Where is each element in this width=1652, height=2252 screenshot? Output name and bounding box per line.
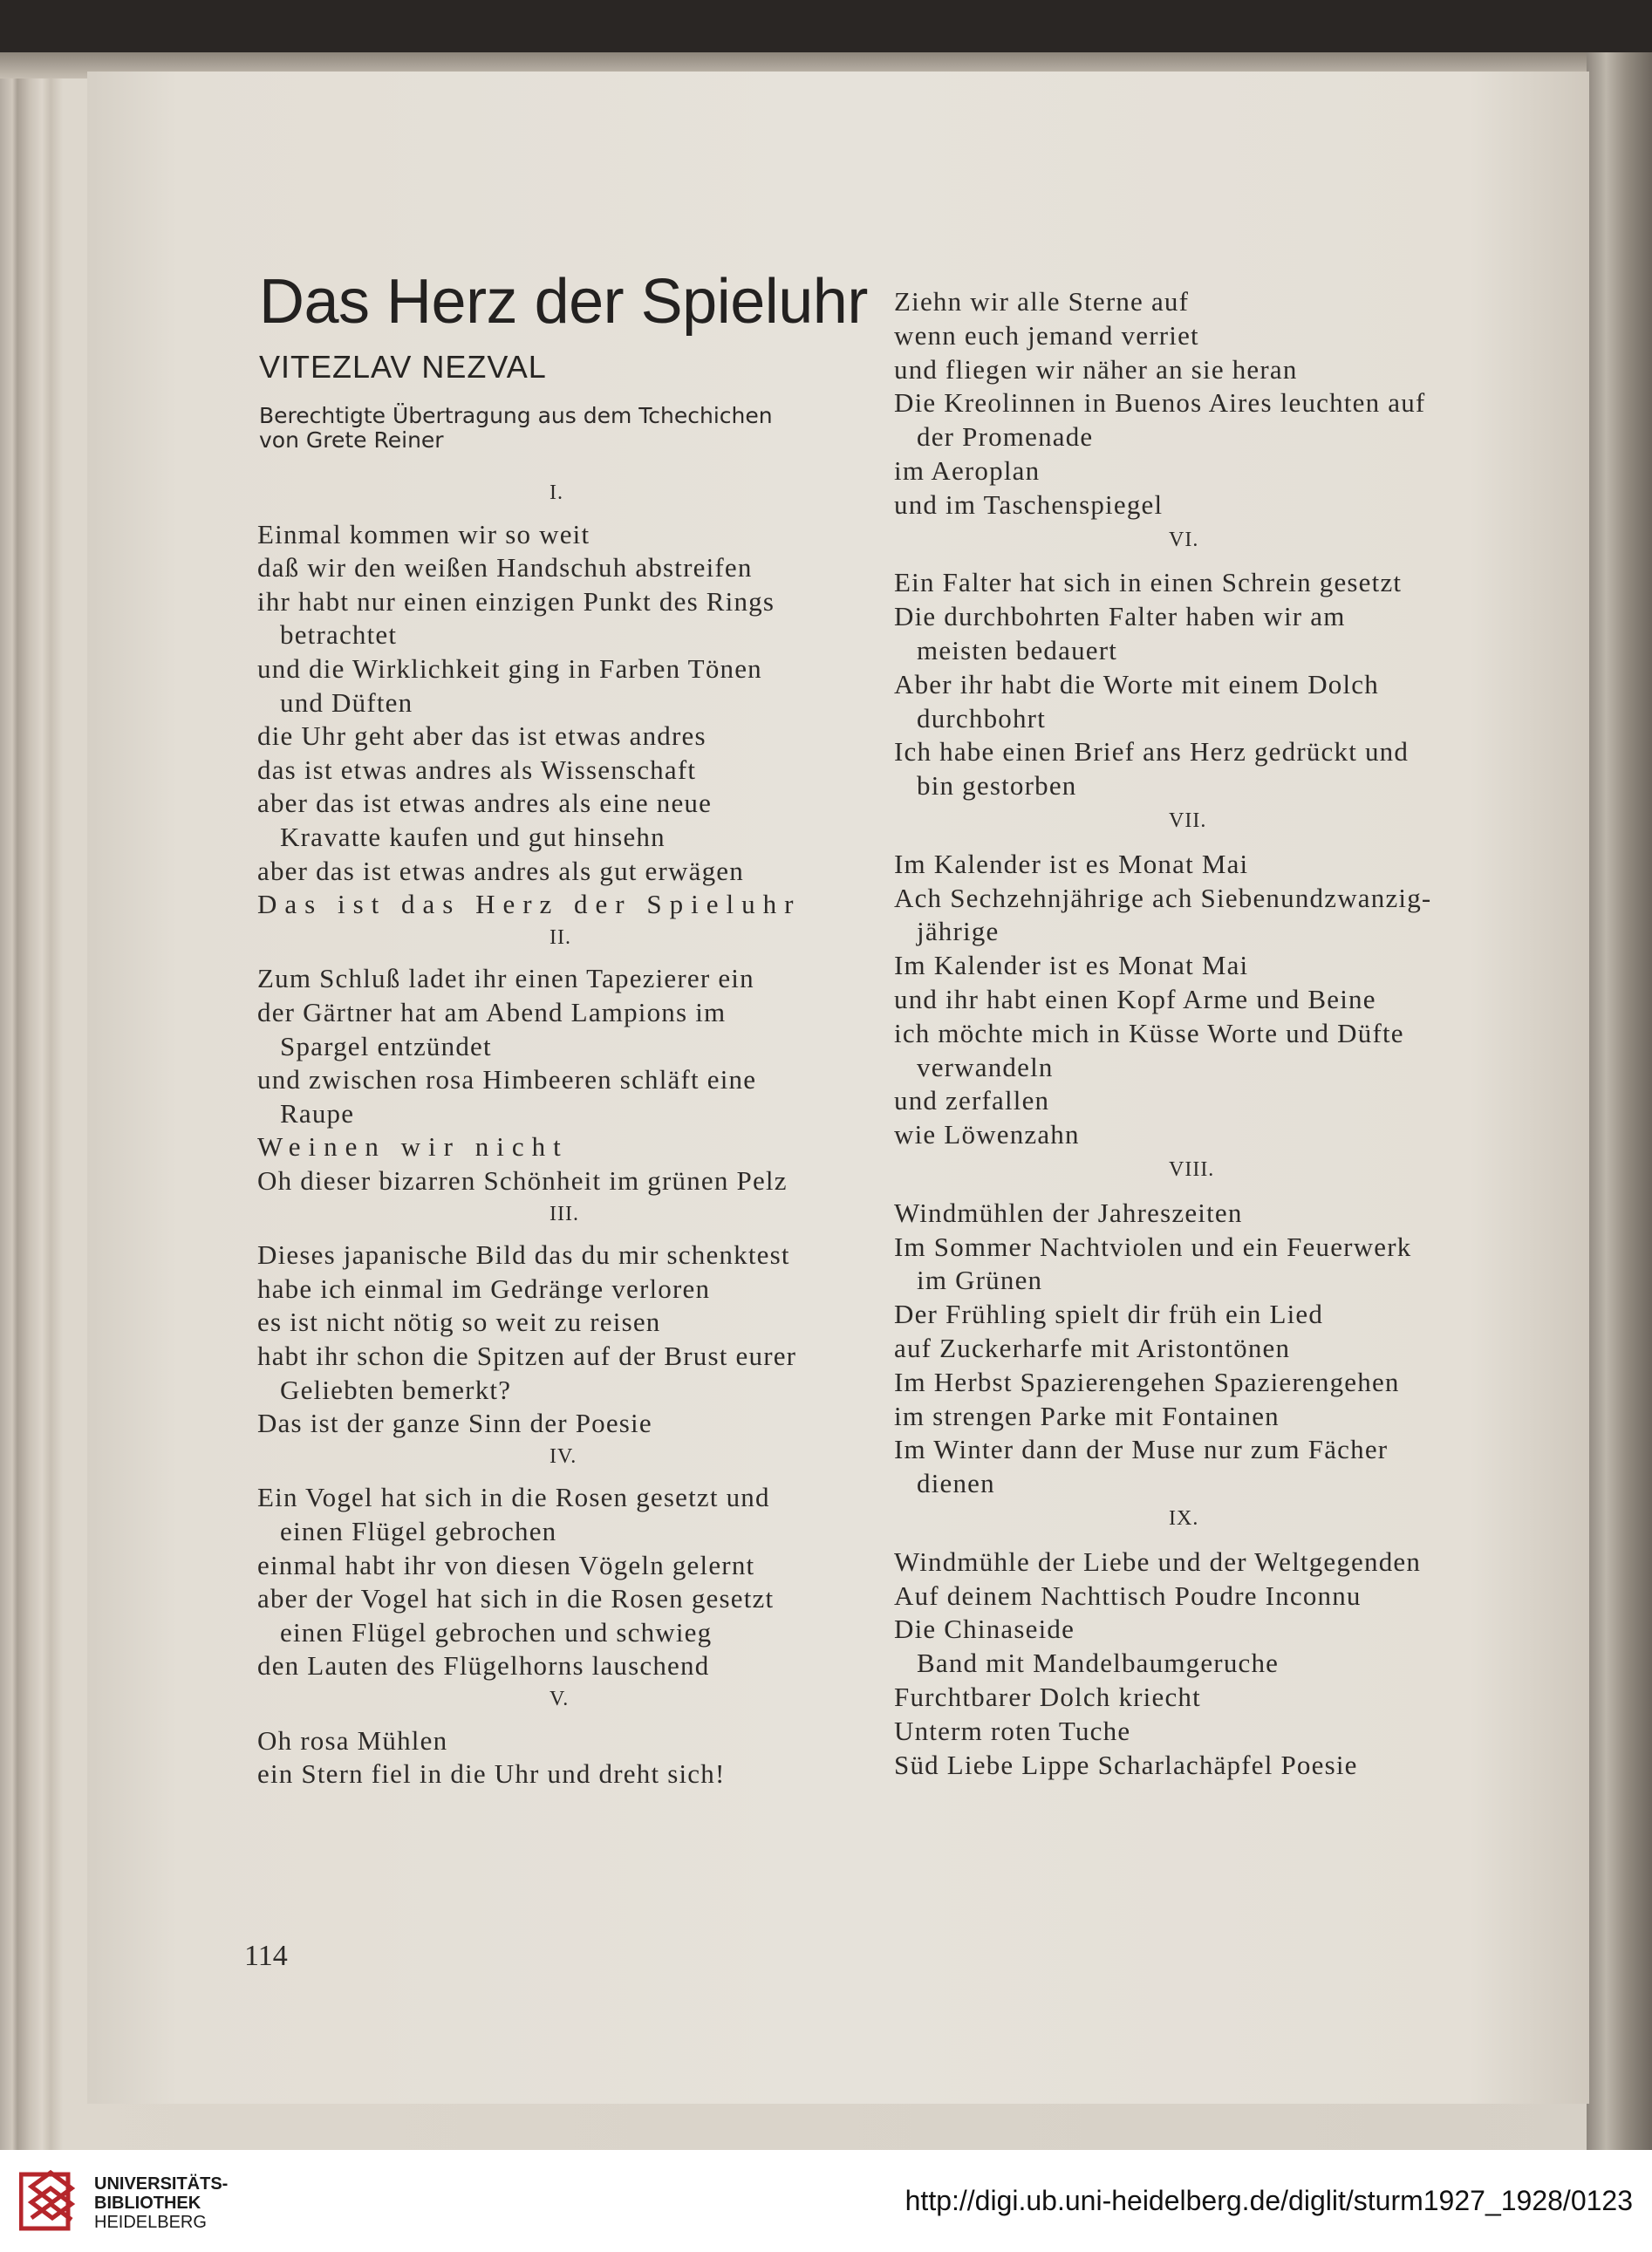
poem-line: Oh rosa Mühlen [257, 1724, 448, 1756]
poem-line: Ich habe einen Brief ans Herz gedrückt und [894, 736, 1410, 768]
translator-name: von Grete Reiner [259, 427, 444, 453]
poem-line: Süd Liebe Lippe Scharlachäpfel Poesie [894, 1749, 1358, 1780]
poem-line: Ein Falter hat sich in einen Schrein gesetzt [894, 567, 1403, 598]
section-numeral: I. [550, 481, 563, 504]
section-numeral: VI. [1169, 528, 1199, 551]
poem-line: aber das ist etwas andres als eine neue [257, 788, 713, 819]
poem-line: aber der Vogel hat sich in die Rosen gesetzt [257, 1583, 775, 1614]
poem-line: ein Stern fiel in die Uhr und dreht sich! [257, 1758, 726, 1790]
poem-line: Im Winter dann der Muse nur zum Fächer [894, 1434, 1389, 1465]
poem-line: auf Zuckerharfe mit Aristontönen [894, 1333, 1291, 1363]
poem-line: Windmühle der Liebe und der Weltgegenden [894, 1546, 1422, 1577]
poem-line: Ach Sechzehnjährige ach Siebenundzwanzig- [894, 882, 1432, 913]
poem-line: Zum Schluß ladet ihr einen Tapezierer ein [257, 963, 754, 994]
poem-line-continuation: verwandeln [917, 1051, 1054, 1082]
poem-author: VITEZLAV NEZVAL [259, 349, 547, 385]
poem-line: im Aeroplan [894, 455, 1041, 486]
poem-line: ich möchte mich in Küsse Worte und Düfte [894, 1017, 1404, 1048]
poem-line-continuation: dienen [917, 1468, 995, 1499]
section-numeral: III. [550, 1202, 579, 1225]
poem-line-continuation: bin gestorben [917, 770, 1077, 802]
poem-title: Das Herz der Spieluhr [259, 267, 868, 337]
poem-line: wie Löwenzahn [894, 1119, 1080, 1150]
poem-line: einmal habt ihr von diesen Vögeln gelernt [257, 1549, 755, 1580]
poem-line: den Lauten des Flügelhorns lauschend [257, 1650, 710, 1682]
poem-line: und ihr habt einen Kopf Arme und Beine [894, 984, 1376, 1014]
poem-line: Die durchbohrten Falter haben wir am [894, 601, 1346, 632]
poem-line: habt ihr schon die Spitzen auf der Brust eurer [257, 1341, 797, 1371]
poem-line-spaced: Das ist das Herz der Spieluhr [257, 889, 802, 920]
source-url-link[interactable]: http://digi.ub.uni-heidelberg.de/diglit/sturm1927_1928/0123 [905, 2185, 1633, 2216]
library-name-line1: UNIVERSITÄTS- [94, 2174, 229, 2194]
poem-line-spaced: Weinen wir nicht [257, 1131, 569, 1163]
library-name-line2: BIBLIOTHEK [94, 2194, 201, 2213]
poem-line: und die Wirklichkeit ging in Farben Tönen [257, 653, 762, 684]
page-number: 114 [244, 1940, 288, 1972]
poem-line: im strengen Parke mit Fontainen [894, 1400, 1280, 1431]
poem-line: Aber ihr habt die Worte mit einem Dolch [894, 668, 1379, 699]
poem-line: es ist nicht nötig so weit zu reisen [257, 1307, 661, 1338]
book-right-edge [1587, 52, 1652, 2150]
library-name [94, 2174, 228, 2232]
poem-line-continuation: einen Flügel gebrochen und schwieg [280, 1616, 713, 1648]
poem-line-continuation: Spargel entzündet [280, 1030, 492, 1061]
poem-line: Ziehn wir alle Sterne auf [894, 286, 1190, 317]
poem-line: ihr habt nur einen einzigen Punkt des Rings [257, 585, 775, 617]
poem-line: Der Frühling spielt dir früh ein Lied [894, 1299, 1324, 1330]
poem-line: Einmal kommen wir so weit [257, 518, 590, 549]
poem-line-continuation: der Promenade [917, 421, 1094, 453]
section-numeral: VII. [1169, 809, 1207, 832]
library-logo-icon [19, 2169, 84, 2234]
poem-line-continuation: Band mit Mandelbaumgeruche [917, 1648, 1280, 1679]
section-numeral: VIII. [1169, 1158, 1215, 1181]
poem-line: Furchtbarer Dolch kriecht [894, 1682, 1201, 1712]
section-numeral: IX. [1169, 1507, 1199, 1530]
poem-line: habe ich einmal im Gedränge verloren [257, 1273, 711, 1304]
poem-line-continuation: und Düften [280, 686, 413, 718]
poem-line: Ein Vogel hat sich in die Rosen gesetzt und [257, 1482, 770, 1513]
poem-line: Die Kreolinnen in Buenos Aires leuchten auf [894, 387, 1426, 419]
section-numeral: II. [550, 925, 571, 949]
poem-line: Oh dieser bizarren Schönheit im grünen Pelz [257, 1165, 788, 1196]
poem-line: Im Kalender ist es Monat Mai [894, 848, 1249, 879]
poem-line: Die Chinaseide [894, 1614, 1075, 1645]
poem-line: daß wir den weißen Handschuh abstreifen [257, 552, 753, 583]
poem-line-continuation: Kravatte kaufen und gut hinsehn [280, 822, 666, 852]
poem-line: die Uhr geht aber das ist etwas andres [257, 720, 707, 752]
poem-line: wenn euch jemand verriet [894, 319, 1199, 351]
translation-credit: Berechtigte Übertragung aus dem Tchechichen [259, 403, 773, 428]
poem-line-continuation: jährige [917, 916, 1000, 947]
poem-line-continuation: im Grünen [917, 1265, 1043, 1296]
poem-line-continuation: meisten bedauert [917, 635, 1118, 665]
poem-line: Im Sommer Nachtviolen und ein Feuerwerk [894, 1231, 1412, 1262]
scanned-page [87, 72, 1589, 2104]
poem-line: das ist etwas andres als Wissenschaft [257, 754, 697, 785]
poem-line-continuation: durchbohrt [917, 702, 1047, 734]
library-name-line3: HEIDELBERG [94, 2213, 207, 2232]
poem-line-continuation: Geliebten bemerkt? [280, 1374, 512, 1405]
poem-line: und im Taschenspiegel [894, 488, 1164, 520]
poem-line: Unterm roten Tuche [894, 1715, 1131, 1746]
poem-line-continuation: betrachtet [280, 619, 398, 651]
poem-line: der Gärtner hat am Abend Lampions im [257, 997, 727, 1027]
poem-line: Das ist der ganze Sinn der Poesie [257, 1408, 652, 1439]
poem-line: Im Herbst Spazierengehen Spazierengehen [894, 1366, 1400, 1397]
poem-line-continuation: einen Flügel gebrochen [280, 1516, 557, 1546]
poem-line: und fliegen wir näher an sie heran [894, 353, 1298, 385]
poem-line: Im Kalender ist es Monat Mai [894, 950, 1249, 981]
poem-line: aber das ist etwas andres als gut erwägen [257, 855, 744, 886]
poem-line: Windmühlen der Jahreszeiten [894, 1197, 1243, 1228]
section-numeral: V. [550, 1688, 570, 1710]
library-footer [0, 2150, 1652, 2252]
poem-line: Dieses japanische Bild das du mir schenktest [257, 1239, 790, 1271]
poem-line-continuation: Raupe [280, 1097, 355, 1129]
poem-line: und zwischen rosa Himbeeren schläft eine [257, 1064, 757, 1095]
poem-line: Auf deinem Nachttisch Poudre Inconnu [894, 1580, 1362, 1611]
section-numeral: IV. [550, 1444, 577, 1468]
poem-line: und zerfallen [894, 1085, 1050, 1116]
